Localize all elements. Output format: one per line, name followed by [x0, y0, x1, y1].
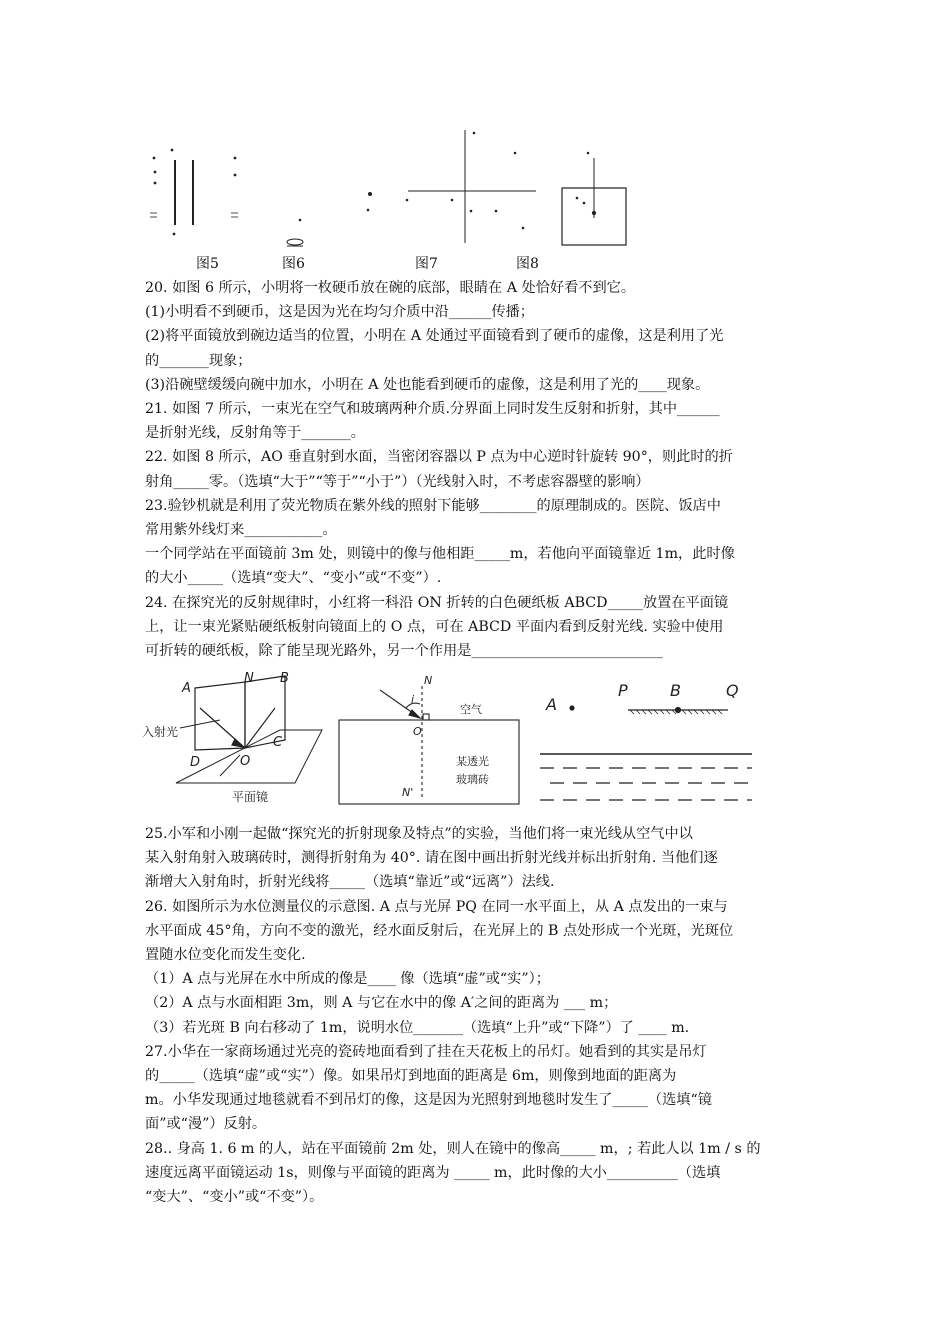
- label-N-prime: N': [402, 786, 414, 799]
- label-medium: 某透光: [456, 755, 489, 768]
- figure-7: [406, 130, 536, 243]
- caption-figure-5: 图5: [196, 256, 219, 272]
- text-line: 27.小华在一家商场通过光亮的瓷砖地面看到了挂在天花板上的吊灯。她看到的其实是吊灯: [145, 1043, 707, 1060]
- text-line: 21. 如图 7 所示，一束光在空气和玻璃两种介质.分界面上同时发生反射和折射，其中______: [145, 401, 720, 418]
- label-A: A: [182, 681, 191, 696]
- label-N: N: [424, 674, 433, 687]
- text-line: 射角_____零。（选填“大于”“等于”“小于”）（光线射入时，不考虑容器壁的影响）: [145, 473, 650, 490]
- caption-figure-7: 图7: [415, 256, 438, 272]
- text-line: 22. 如图 8 所示，AO 垂直射到水面，当密闭容器以 P 点为中心逆时针旋转 90°，则此时的折: [145, 449, 733, 466]
- label-i: i: [411, 693, 415, 706]
- figure-reflection-board: [142, 671, 322, 804]
- text-line: 20. 如图 6 所示，小明将一枚硬币放在碗的底部，眼睛在 A 处恰好看不到它。: [145, 280, 636, 296]
- text-line: 常用紫外线灯来___________。: [145, 522, 337, 539]
- label-B: B: [670, 681, 681, 700]
- text-line: （2）A 点与水面相距 3m，则 A 与它在水中的像 A′之间的距离为 ___ m；: [145, 995, 618, 1012]
- text-line: 渐增大入射角时，折射光线将_____（选填“靠近”或“远离”）法线.: [145, 874, 555, 891]
- text-line: 可折转的硬纸板，除了能呈现光路外，另一个作用是___________________________: [145, 643, 663, 660]
- text-line: “变大”、“变小”或“不变”）。: [145, 1189, 324, 1206]
- text-line: 的_______现象；: [145, 352, 252, 369]
- text-line: 速度远离平面镜运动 1s，则像与平面镜的距离为 _____ m，此时像的大小__________（选填: [145, 1164, 721, 1181]
- label-O: O: [240, 754, 251, 769]
- figure-5: [150, 149, 238, 235]
- label-plane-mirror: 平面镜: [232, 790, 269, 804]
- text-line: (1)小明看不到硬币，这是因为光在均匀介质中沿______传播；: [145, 304, 534, 321]
- figure-refraction-glass: [339, 674, 519, 804]
- label-incident-light: 入射光: [142, 725, 179, 739]
- text-line: 24. 在探究光的反射规律时，小红将一科沿 ON 折转的白色硬纸板 ABCD_____放置在平面镜: [145, 594, 729, 611]
- label-glass-brick: 玻璃砖: [456, 773, 489, 786]
- label-P: P: [618, 681, 628, 700]
- questions-25-28: [145, 822, 815, 1209]
- label-B: B: [280, 671, 289, 686]
- label-air: 空气: [460, 703, 482, 716]
- label-A: A: [546, 695, 557, 714]
- label-O: O: [413, 725, 422, 738]
- questions-20-24: [145, 276, 815, 663]
- text-line: 的大小_____（选填“变大”、“变小”或“不变”）.: [145, 570, 442, 587]
- text-line: (3)沿碗壁缓缓向碗中加水，小明在 A 处也能看到硬币的虚像，这是利用了光的____现象。: [145, 376, 710, 393]
- label-N: N: [244, 671, 254, 686]
- text-line: 某入射角射入玻璃砖时，测得折射角为 40°. 请在图中画出折射光线并标出折射角. 当他们逐: [145, 850, 718, 867]
- text-line: 一个同学站在平面镜前 3m 处，则镜中的像与他相距_____m，若他向平面镜靠近 1m，此时像: [145, 546, 735, 563]
- text-line: 上，让一束光紧贴硬纸板射向镜面上的 O 点，可在 ABCD 平面内看到反射光线. 实验中使用: [145, 618, 724, 635]
- text-line: （1）A 点与光屏在水中所成的像是____ 像（选填“虚”或“实”）；: [145, 971, 550, 988]
- caption-figure-8: 图8: [516, 256, 539, 272]
- text-line: (2)将平面镜放到碗边适当的位置，小明在 A 处通过平面镜看到了硬币的虚像，这是利用了光: [145, 328, 724, 345]
- figure-water-level: [540, 681, 752, 800]
- text-line: 置随水位变化而发生变化.: [145, 947, 306, 964]
- text-line: 23.验钞机就是利用了荧光物质在紫外线的照射下能够________的原理制成的。医院、饭店中: [145, 497, 721, 514]
- figure-6: [287, 193, 372, 247]
- figure-8: [562, 152, 626, 245]
- text-line: 是折射光线，反射角等于_______。: [145, 425, 365, 442]
- figures-row-mid: [140, 668, 760, 814]
- text-line: m。小华发现通过地毯就看不到吊灯的像，这是因为光照射到地毯时发生了_____（选填“镜: [145, 1092, 712, 1109]
- caption-figure-6: 图6: [282, 256, 305, 272]
- text-line: 26. 如图所示为水位测量仪的示意图. A 点与光屏 PQ 在同一水平面上，从 A 点发出的一束与: [145, 898, 728, 915]
- label-C: C: [273, 735, 283, 750]
- text-line: 的_____（选填“虚”或“实”）像。如果吊灯到地面的距离是 6m，则像到地面的距离为: [145, 1068, 677, 1085]
- text-line: （3）若光斑 B 向右移动了 1m，说明水位_______（选填“上升”或“下降”）了 ____ m.: [145, 1019, 690, 1036]
- text-line: 25.小军和小刚一起做“探究光的折射现象及特点”的实验，当他们将一束光线从空气中以: [145, 826, 693, 842]
- text-line: 面”或“漫”）反射。: [145, 1116, 267, 1133]
- label-D: D: [190, 755, 201, 770]
- figures-mid-drawing: [140, 668, 760, 814]
- text-line: 水平面成 45°角，方向不变的激光，经水面反射后，在光屏上的 B 点处形成一个光斑，光斑位: [145, 922, 734, 939]
- text-line: 28.. 身高 1. 6 m 的人，站在平面镜前 2m 处，则人在镜中的像高_____ m，; 若此人以 1m / s 的: [145, 1140, 761, 1157]
- label-Q: Q: [726, 681, 739, 700]
